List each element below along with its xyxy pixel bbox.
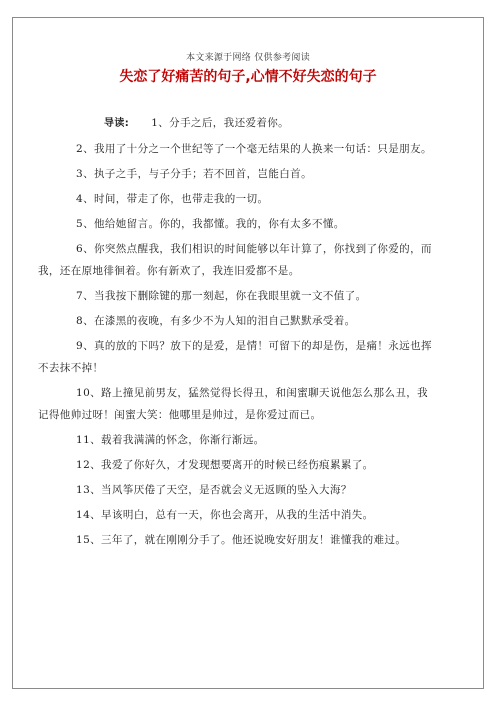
paragraph-10: 10、路上撞见前男友，猛然觉得长得丑，和闺蜜聊天说他怎么那么丑，我记得他帅过呀！闺蜜大笑：他哪里是帅过，是你爱过而已。 — [38, 387, 429, 421]
paragraph-7: 7、当我按下删除键的那一刻起，你在我眼里就一文不值了。 — [76, 290, 367, 302]
paragraph-4: 4、时间，带走了你，也带走我的一切。 — [76, 193, 269, 205]
paragraph-13: 13、当风筝厌倦了天空，是否就会义无返顾的坠入大海？ — [76, 484, 352, 496]
document-body — [38, 112, 432, 554]
paragraph-3: 3、执子之手，与子分手；若不回首，岂能白首。 — [76, 168, 312, 180]
paragraph-9: 9、真的放的下吗？放下的是爱，是情！可留下的却是伤，是痛！永远也挥不去抹不掉！ — [38, 340, 432, 374]
paragraph-6: 6、你突然点醒我，我们相识的时间能够以年计算了，你找到了你爱的，而我，还在原地徘徊着。你有新欢了，我连旧爱都不是。 — [38, 243, 432, 277]
lead-text: 1、分手之后，我还爱着你。 — [151, 117, 290, 129]
paragraph-12: 12、我爱了你好久，才发现想要离开的时候已经伤痕累累了。 — [76, 459, 374, 471]
paragraph-14: 14、早该明白，总有一天，你也会离开，从我的生活中消失。 — [76, 509, 374, 521]
lead-label: 导读: — [104, 118, 130, 129]
paragraph-15: 15、三年了，就在刚刚分手了。他还说晚安好朋友！谁懂我的难过。 — [76, 534, 407, 546]
lead-paragraph — [76, 112, 432, 135]
paragraph-2: 2、我用了十分之一个世纪等了一个毫无结果的人换来一句话：只是朋友。 — [76, 143, 432, 155]
paragraph-11: 11、载着我满满的怀念，你渐行渐远。 — [76, 434, 265, 446]
paragraph-5: 5、他给她留言。你的，我都懂。我的，你有太多不懂。 — [76, 218, 345, 230]
document-title: 失恋了好痛苦的句子,心情不好失恋的句子 — [119, 69, 377, 85]
paragraph-8: 8、在漆黑的夜晚，有多少不为人知的泪自己默默承受着。 — [76, 315, 356, 327]
source-note: 本文来源于网络 仅供参考阅读 — [185, 53, 311, 63]
